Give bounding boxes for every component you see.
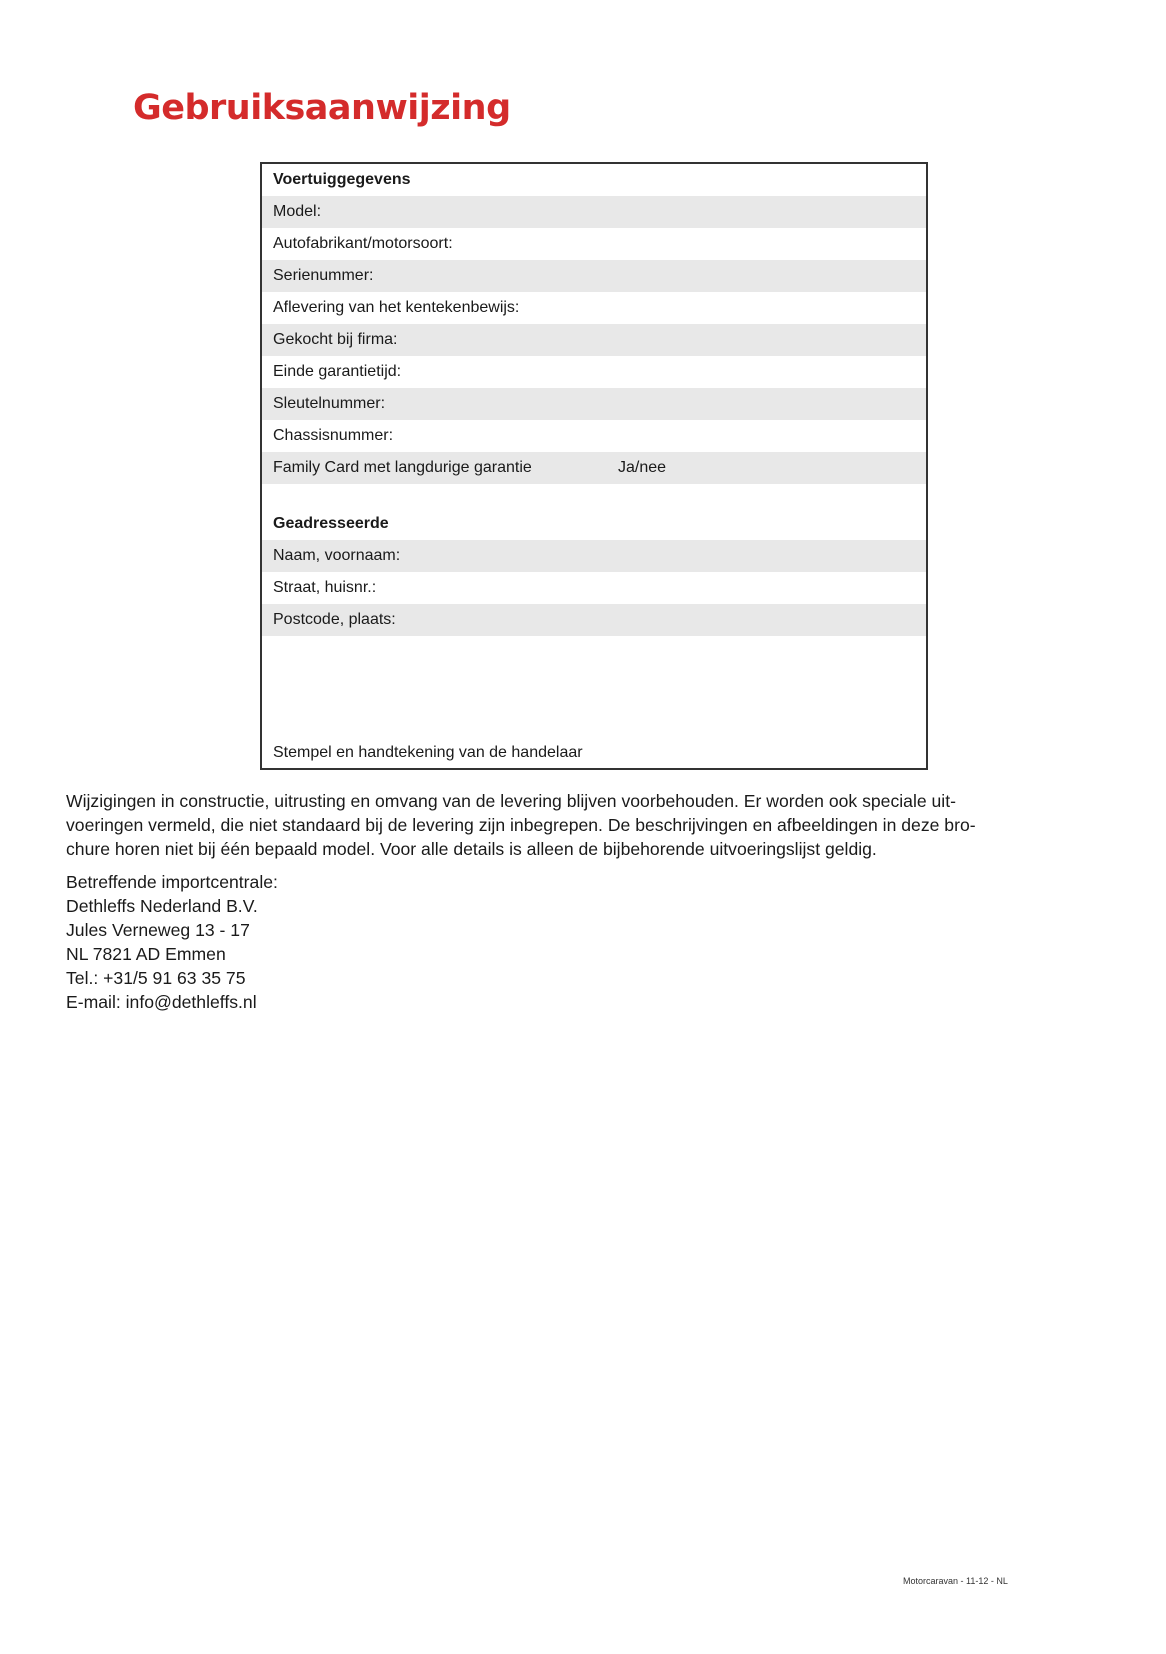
- importer-email: E-mail: info@dethleffs.nl: [66, 992, 257, 1012]
- addressee-field-postcode: Postcode, plaats:: [262, 604, 926, 636]
- disclaimer-line: chure horen niet bij één bepaald model. Voor alle details is alleen de bijbehorende uitvoeringslijst geldig.: [66, 839, 877, 859]
- dealer-signature-label: Stempel en handtekening van de handelaar: [273, 744, 583, 761]
- vehicle-field-chassis: Chassisnummer:: [273, 427, 394, 444]
- importer-label: Betreffende importcentrale:: [66, 872, 278, 892]
- vehicle-field-key-number: Sleutelnummer:: [262, 388, 926, 420]
- importer-company: Dethleffs Nederland B.V.: [66, 896, 258, 916]
- disclaimer-line: voeringen vermeld, die niet standaard bij de levering zijn inbegrepen. De beschrijvingen en afbeeldingen in deze bro-: [66, 815, 976, 835]
- vehicle-section-heading: Voertuiggegevens: [273, 171, 411, 188]
- footer-code: Motorcaravan - 11-12 - NL: [903, 1576, 1008, 1586]
- vehicle-field-family-card: [262, 452, 926, 484]
- addressee-field-street: Straat, huisnr.:: [273, 579, 377, 596]
- importer-street: Jules Verneweg 13 - 17: [66, 920, 250, 940]
- vehicle-field-dealer: Gekocht bij firma:: [262, 324, 926, 356]
- section-gap: [262, 484, 926, 508]
- addressee-field-name: Naam, voornaam:: [262, 540, 926, 572]
- vehicle-field-manufacturer: Autofabrikant/motorsoort:: [273, 235, 453, 252]
- family-card-option: Ja/nee: [618, 459, 667, 476]
- disclaimer-line: Wijzigingen in constructie, uitrusting en omvang van de levering blijven voorbehouden. Er worden ook speciale uit-: [66, 791, 956, 811]
- importer-address: [66, 870, 278, 1014]
- page-title: Gebruiksaanwijzing: [133, 88, 511, 128]
- vehicle-field-registration: Aflevering van het kentekenbewijs:: [273, 299, 520, 316]
- vehicle-field-model: Model:: [262, 196, 926, 228]
- disclaimer-paragraph: [66, 789, 1026, 861]
- importer-city: NL 7821 AD Emmen: [66, 944, 226, 964]
- vehicle-field-warranty-end: Einde garantietijd:: [273, 363, 402, 380]
- vehicle-field-serial: Serienummer:: [262, 260, 926, 292]
- importer-phone: Tel.: +31/5 91 63 35 75: [66, 968, 246, 988]
- family-card-label: Family Card met langdurige garantie: [273, 459, 532, 476]
- registration-form: [260, 162, 928, 770]
- addressee-section-heading: Geadresseerde: [273, 515, 389, 532]
